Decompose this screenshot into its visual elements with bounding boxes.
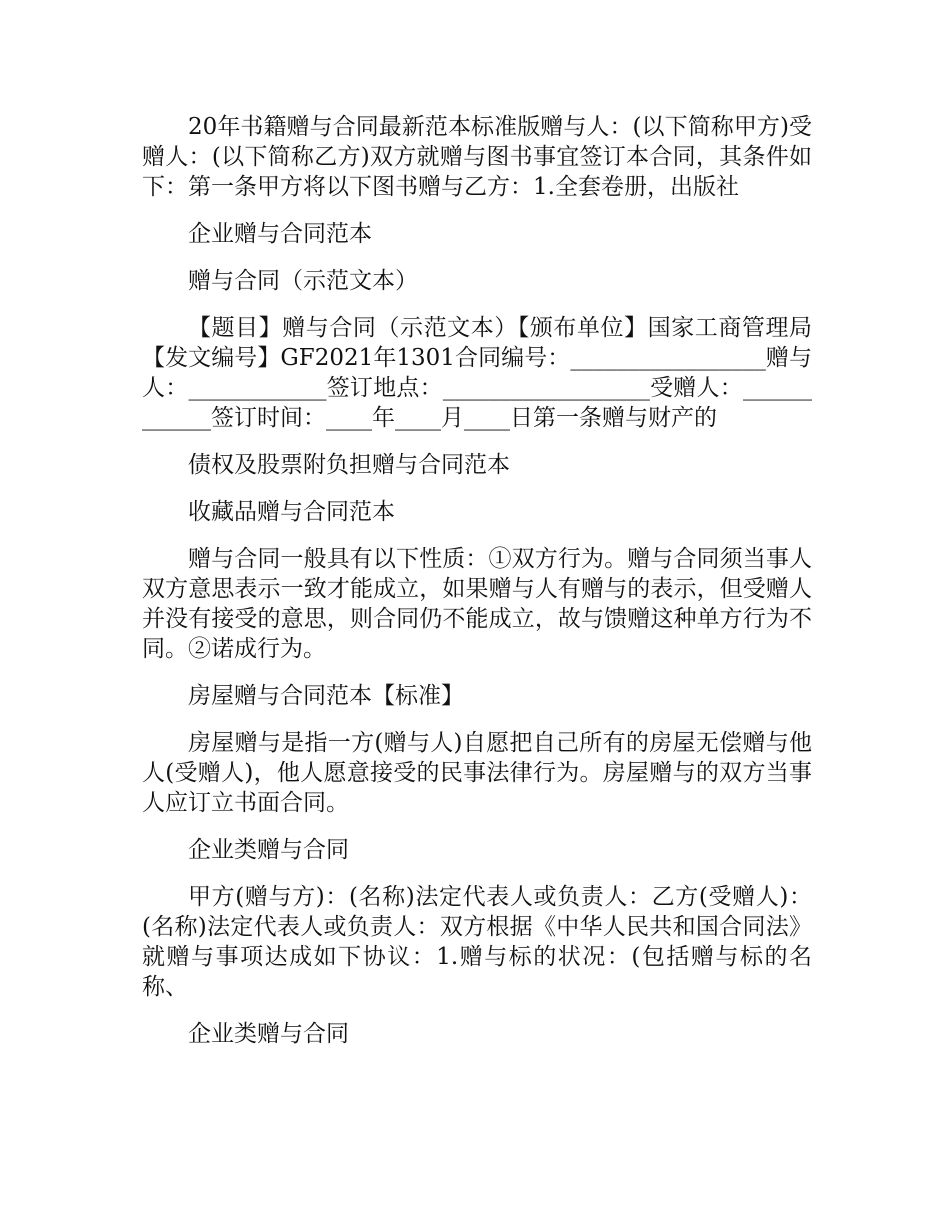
paragraph-house-gift: 房屋赠与是指一方(赠与人)自愿把自己所有的房屋无偿赠与他人(受赠人)，他人愿意接受的民事法律行为。房屋赠与的双方当事人应订立书面合同。 <box>142 730 812 816</box>
heading-bond-stock-contract: 债权及股票附负担赠与合同范本 <box>188 452 510 478</box>
heading-gift-contract-model: 赠与合同（示范文本） <box>188 268 418 294</box>
heading-enterprise-gift-contract: 企业类赠与合同 <box>188 837 349 863</box>
heading-collectibles-contract: 收藏品赠与合同范本 <box>188 499 395 525</box>
heading-enterprise-gift-contract-2: 企业类赠与合同 <box>188 1021 349 1047</box>
document-page <box>142 112 812 1066</box>
heading-house-contract-standard: 房屋赠与合同范本【标准】 <box>188 683 464 709</box>
paragraph-contract-nature: 赠与合同一般具有以下性质：①双方行为。赠与合同须当事人双方意思表示一致才能成立，如果赠与人有赠与的表示，但受赠人并没有接受的意思，则合同仍不能成立，故与馈赠这种单方行为不同。②诺成行为。 <box>142 546 812 662</box>
paragraph-model-text: 【题目】赠与合同（示范文本）【颁布单位】国家工商管理局【发文编号】GF2021年1301合同编号：_________________赠与人：____________签订地点：__________________受赠人：____________签订时间：____年____月____日第一条赠与财产的 <box>142 315 812 431</box>
paragraph-enterprise-agreement: 甲方(赠与方)：(名称)法定代表人或负责人：乙方(受赠人)：(名称)法定代表人或负责人：双方根据《中华人民共和国合同法》就赠与事项达成如下协议：1.赠与标的状况：(包括赠与标的名称、 <box>142 884 812 1000</box>
heading-enterprise-contract-template: 企业赠与合同范本 <box>188 221 372 247</box>
paragraph-intro: 20年书籍赠与合同最新范本标准版赠与人：(以下简称甲方)受赠人：(以下简称乙方)双方就赠与图书事宜签订本合同，其条件如下：第一条甲方将以下图书赠与乙方：1.全套卷册，出版社 <box>142 114 812 200</box>
